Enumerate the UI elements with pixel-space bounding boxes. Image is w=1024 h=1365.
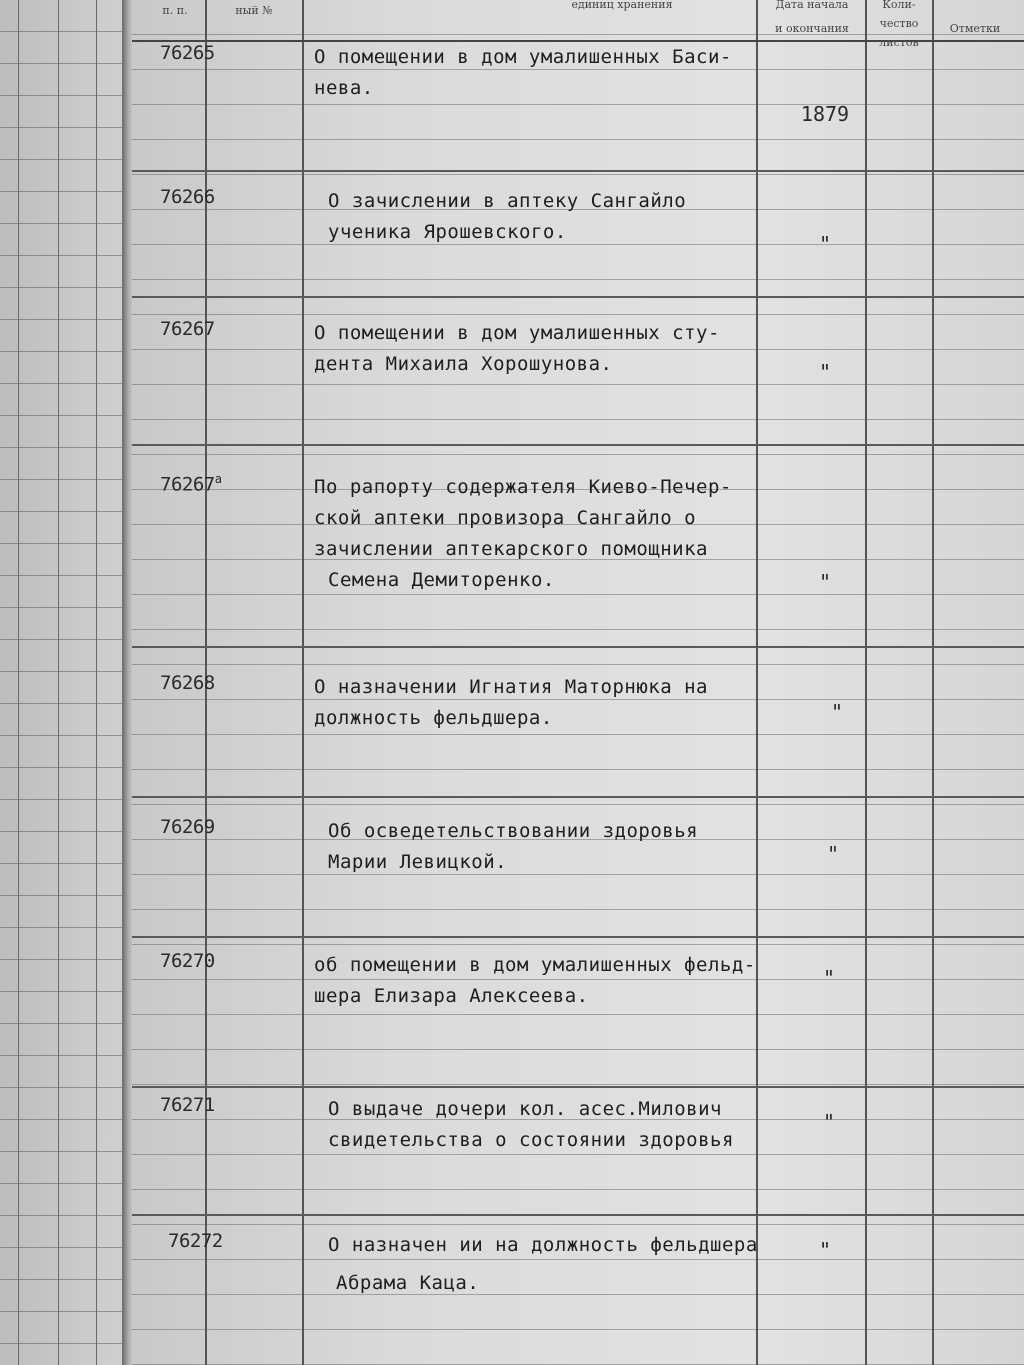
entry-title-line: Об осведетельствовании здоровья (328, 820, 699, 842)
entry-number: 76268 (160, 672, 215, 694)
column-divider (756, 0, 758, 1365)
entry-separator (132, 1214, 1024, 1216)
header-col-notes: Отметки (949, 22, 1001, 35)
entry-title-line: О зачислении в аптеку Сангайло (328, 190, 687, 212)
entry-title-line: ской аптеки провизора Сангайло о (314, 507, 697, 529)
header-col-sheets-2: чество (879, 17, 919, 30)
entry-separator (132, 170, 1024, 172)
entry-number: 76270 (160, 950, 215, 972)
entry-date: " (818, 1238, 832, 1262)
entry-title-line: ученика Ярошевского. (328, 221, 567, 243)
entry-title-line: зачислении аптекарского помощника (314, 538, 708, 560)
entry-title-line: О назначении Игнатия Маторнюка на (314, 676, 708, 698)
entry-date: 1879 (800, 102, 850, 126)
entry-title-line: О помещении в дом умалишенных Баси- (314, 46, 732, 68)
column-divider (932, 0, 934, 1365)
entry-date: " (818, 360, 832, 384)
left-page (0, 0, 122, 1365)
entry-title-line: Семена Демиторенко. (328, 569, 555, 591)
entry-separator (132, 444, 1024, 446)
entry-number: 76272 (168, 1230, 223, 1252)
entry-date: " (822, 1110, 836, 1134)
entry-number: 76271 (160, 1094, 215, 1116)
entry-date: " (830, 700, 844, 724)
inventory-page (132, 0, 1024, 1365)
entry-title-line: Абрама Каца. (336, 1272, 480, 1294)
header-col-dates-2: и окончания (775, 22, 849, 35)
entry-number-sup: а (214, 472, 222, 486)
entry-date: " (818, 232, 832, 256)
entry-title-line: дента Михаила Хорошунова. (314, 353, 613, 375)
entry-number: 76265 (160, 42, 215, 64)
left-page-rule (58, 0, 59, 1365)
left-page-rule (96, 0, 97, 1365)
header-col-inv: ный № (235, 4, 273, 17)
entry-title-line: об помещении в дом умалишенных фельд- (314, 954, 756, 976)
entry-separator (132, 646, 1024, 648)
entry-title-line: О выдаче дочери кол. асес.Милович (328, 1098, 722, 1120)
entry-number-main: 76267 (160, 473, 215, 496)
entry-date: " (822, 966, 836, 990)
entry-title-line: свидетельства о состоянии здоровья (328, 1129, 734, 1151)
entry-number: 76266 (160, 186, 215, 208)
column-divider (865, 0, 867, 1365)
entry-title-line: нева. (314, 77, 374, 99)
header-col-sheets-3: листов (879, 36, 919, 49)
entry-separator (132, 936, 1024, 938)
entry-title-line: О помещении в дом умалишенных сту- (314, 322, 720, 344)
entry-title-line: должность фельдшера. (314, 707, 553, 729)
header-col-dates-1: Дата начала (775, 0, 849, 11)
entry-title-line: О назначен ии на должность фельдшера (328, 1234, 758, 1256)
entry-number (160, 472, 221, 495)
entry-title-line: Марии Левицкой. (328, 851, 508, 873)
entry-title-line: По рапорту содержателя Киево-Печер- (314, 476, 732, 498)
entry-title-line: шера Елизара Алексеева. (314, 985, 589, 1007)
entry-number: 76267 (160, 318, 215, 340)
left-page-rule (18, 0, 19, 1365)
header-col-title: единиц хранения (571, 0, 673, 11)
header-col-num: п. п. (162, 4, 188, 17)
entry-separator (132, 1086, 1024, 1088)
entry-separator (132, 796, 1024, 798)
column-divider (302, 0, 304, 1365)
entry-date: " (826, 842, 840, 866)
header-col-sheets-1: Коли- (882, 0, 916, 11)
entry-date: " (818, 570, 832, 594)
entry-separator (132, 296, 1024, 298)
entry-number: 76269 (160, 816, 215, 838)
